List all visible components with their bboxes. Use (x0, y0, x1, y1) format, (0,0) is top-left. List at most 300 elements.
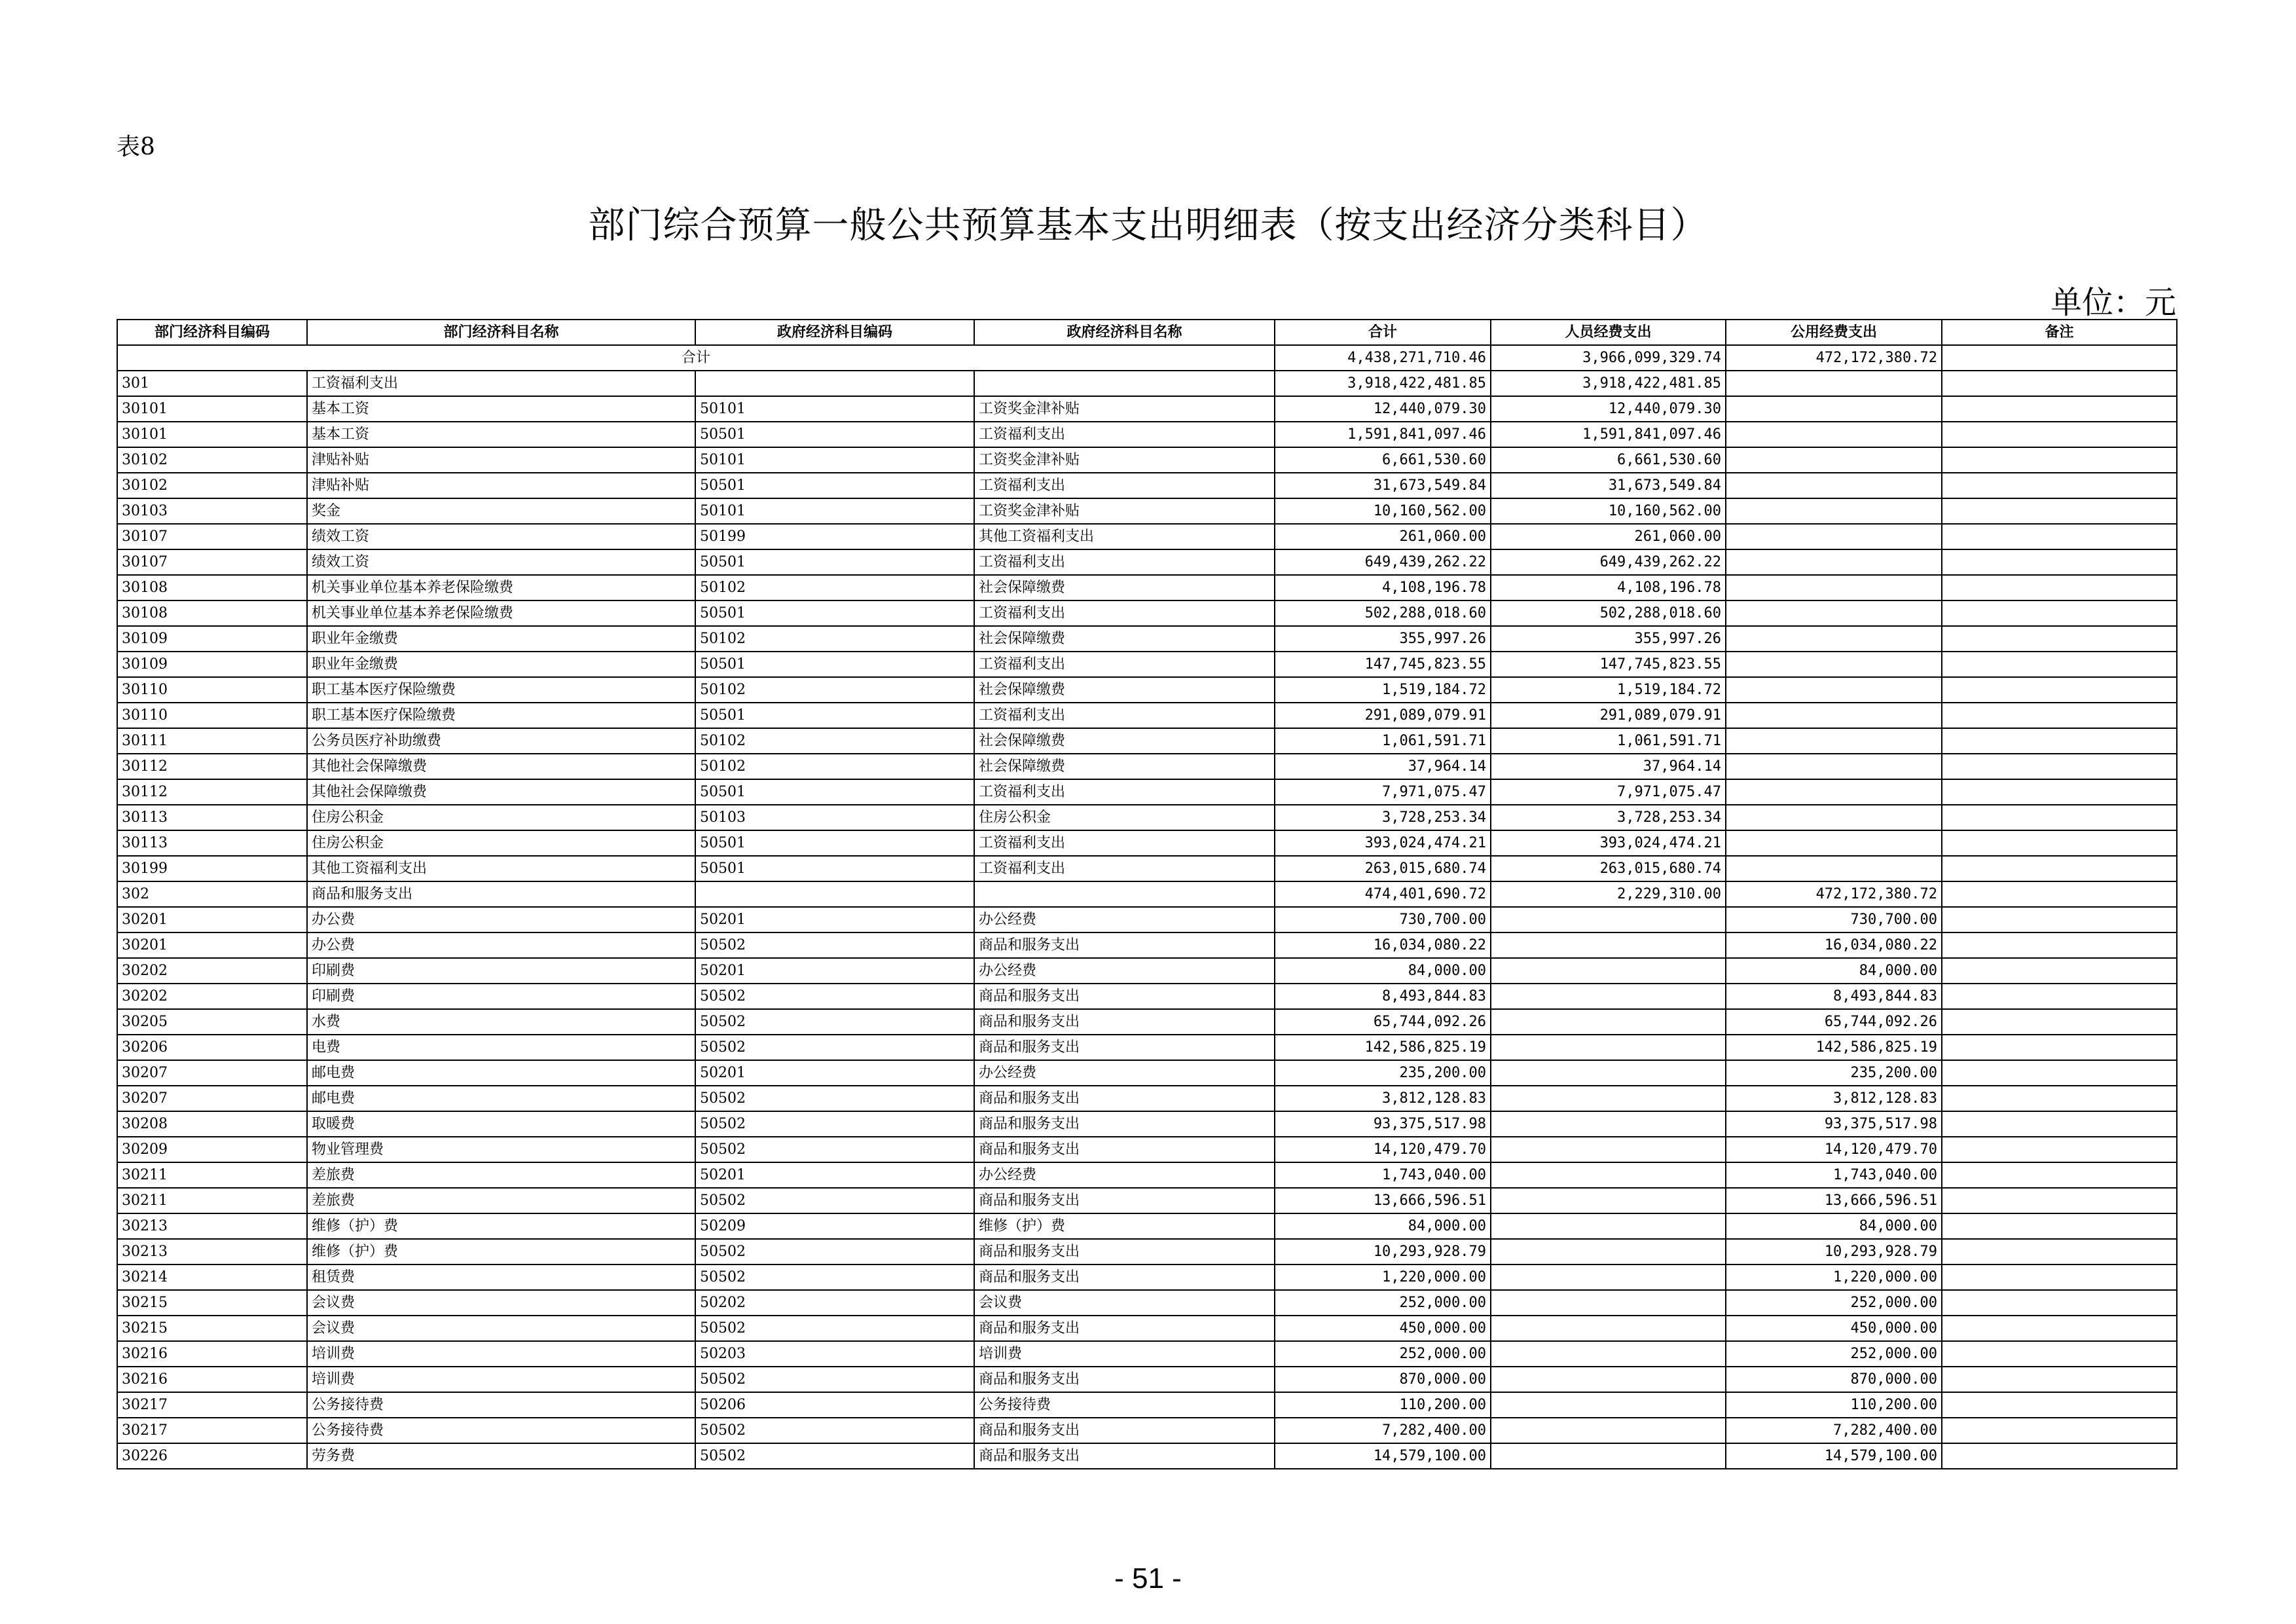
cell-dept-name: 奖金 (307, 498, 695, 524)
cell-public (1726, 473, 1942, 498)
cell-gov-name: 商品和服务支出 (974, 1086, 1275, 1111)
cell-personnel: 2,229,310.00 (1491, 881, 1726, 907)
cell-dept-code: 30109 (117, 626, 307, 652)
cell-public: 14,120,479.70 (1726, 1137, 1942, 1162)
cell-note (1942, 984, 2177, 1009)
table-row (117, 1162, 2177, 1188)
cell-gov-name: 商品和服务支出 (974, 1418, 1275, 1443)
table-row (117, 856, 2177, 881)
cell-dept-name: 职业年金缴费 (307, 626, 695, 652)
cell-gov-code: 50203 (695, 1341, 974, 1367)
cell-dept-name: 邮电费 (307, 1060, 695, 1086)
table-row (117, 1290, 2177, 1316)
cell-public: 730,700.00 (1726, 907, 1942, 932)
cell-dept-name: 取暖费 (307, 1111, 695, 1137)
cell-dept-code: 30213 (117, 1239, 307, 1264)
cell-public (1726, 422, 1942, 447)
cell-total: 12,440,079.30 (1275, 396, 1491, 422)
table-row (117, 652, 2177, 677)
cell-dept-name: 维修（护）费 (307, 1213, 695, 1239)
cell-personnel (1491, 1213, 1726, 1239)
cell-gov-code: 50102 (695, 626, 974, 652)
page-title: 部门综合预算一般公共预算基本支出明细表（按支出经济分类科目） (588, 204, 1708, 247)
cell-dept-code: 30103 (117, 498, 307, 524)
cell-gov-code: 50501 (695, 830, 974, 856)
cell-dept-name: 其他社会保障缴费 (307, 754, 695, 779)
cell-personnel (1491, 1341, 1726, 1367)
cell-note (1942, 600, 2177, 626)
cell-gov-code: 50501 (695, 652, 974, 677)
cell-dept-code: 30199 (117, 856, 307, 881)
cell-personnel (1491, 984, 1726, 1009)
cell-note (1942, 932, 2177, 958)
table-row (117, 805, 2177, 830)
table-row (117, 600, 2177, 626)
cell-gov-name: 其他工资福利支出 (974, 524, 1275, 549)
cell-public (1726, 779, 1942, 805)
cell-note (1942, 830, 2177, 856)
cell-personnel: 261,060.00 (1491, 524, 1726, 549)
cell-dept-code: 30211 (117, 1188, 307, 1213)
table-row (117, 1111, 2177, 1137)
cell-total: 252,000.00 (1275, 1290, 1491, 1316)
cell-note (1942, 1290, 2177, 1316)
table-row (117, 1086, 2177, 1111)
cell-public: 14,579,100.00 (1726, 1443, 1942, 1469)
total-note (1942, 345, 2177, 371)
cell-total: 649,439,262.22 (1275, 549, 1491, 575)
cell-dept-name: 水费 (307, 1009, 695, 1035)
table-row (117, 830, 2177, 856)
cell-gov-code: 50502 (695, 984, 974, 1009)
cell-public: 84,000.00 (1726, 958, 1942, 984)
cell-gov-code: 50502 (695, 1035, 974, 1060)
cell-dept-name: 职工基本医疗保险缴费 (307, 703, 695, 728)
cell-gov-code: 50101 (695, 447, 974, 473)
cell-gov-name: 商品和服务支出 (974, 1188, 1275, 1213)
cell-total: 110,200.00 (1275, 1392, 1491, 1418)
cell-total: 261,060.00 (1275, 524, 1491, 549)
header-gov-code: 政府经济科目编码 (695, 320, 974, 345)
cell-dept-name: 绩效工资 (307, 549, 695, 575)
cell-public: 13,666,596.51 (1726, 1188, 1942, 1213)
table-row (117, 1316, 2177, 1341)
cell-gov-name: 工资福利支出 (974, 473, 1275, 498)
cell-personnel (1491, 1316, 1726, 1341)
cell-gov-code: 50201 (695, 958, 974, 984)
cell-dept-code: 30202 (117, 958, 307, 984)
cell-gov-code: 50201 (695, 1162, 974, 1188)
cell-note (1942, 396, 2177, 422)
cell-personnel (1491, 1188, 1726, 1213)
cell-dept-code: 30213 (117, 1213, 307, 1239)
cell-total: 84,000.00 (1275, 1213, 1491, 1239)
cell-public: 3,812,128.83 (1726, 1086, 1942, 1111)
cell-dept-name: 基本工资 (307, 422, 695, 447)
cell-gov-name: 工资福利支出 (974, 652, 1275, 677)
cell-total: 1,591,841,097.46 (1275, 422, 1491, 447)
cell-total: 393,024,474.21 (1275, 830, 1491, 856)
header-row (117, 320, 2177, 345)
cell-gov-code (695, 371, 974, 396)
cell-public: 252,000.00 (1726, 1290, 1942, 1316)
cell-total: 37,964.14 (1275, 754, 1491, 779)
cell-gov-name: 社会保障缴费 (974, 575, 1275, 600)
cell-gov-name: 商品和服务支出 (974, 932, 1275, 958)
cell-gov-code: 50501 (695, 600, 974, 626)
cell-gov-name: 住房公积金 (974, 805, 1275, 830)
cell-gov-name: 工资奖金津补贴 (974, 447, 1275, 473)
cell-personnel (1491, 1137, 1726, 1162)
cell-gov-name: 商品和服务支出 (974, 984, 1275, 1009)
cell-dept-code: 30226 (117, 1443, 307, 1469)
cell-public (1726, 805, 1942, 830)
cell-note (1942, 907, 2177, 932)
cell-gov-name: 工资奖金津补贴 (974, 396, 1275, 422)
cell-public: 142,586,825.19 (1726, 1035, 1942, 1060)
cell-dept-code: 30216 (117, 1341, 307, 1367)
cell-total: 1,743,040.00 (1275, 1162, 1491, 1188)
cell-dept-name: 邮电费 (307, 1086, 695, 1111)
table-row (117, 677, 2177, 703)
table-row (117, 1341, 2177, 1367)
cell-personnel (1491, 958, 1726, 984)
cell-personnel: 4,108,196.78 (1491, 575, 1726, 600)
cell-personnel (1491, 1162, 1726, 1188)
cell-gov-code: 50502 (695, 1316, 974, 1341)
cell-dept-code: 30107 (117, 524, 307, 549)
cell-dept-code: 30111 (117, 728, 307, 754)
cell-dept-name: 公务接待费 (307, 1392, 695, 1418)
cell-gov-name: 商品和服务支出 (974, 1443, 1275, 1469)
cell-gov-code: 50501 (695, 473, 974, 498)
cell-note (1942, 1162, 2177, 1188)
cell-gov-name: 维修（护）费 (974, 1213, 1275, 1239)
cell-gov-name: 工资福利支出 (974, 422, 1275, 447)
cell-dept-code: 30107 (117, 549, 307, 575)
cell-gov-name: 工资奖金津补贴 (974, 498, 1275, 524)
cell-personnel (1491, 932, 1726, 958)
cell-note (1942, 1443, 2177, 1469)
cell-note (1942, 422, 2177, 447)
cell-dept-name: 差旅费 (307, 1188, 695, 1213)
cell-public (1726, 498, 1942, 524)
cell-dept-name: 公务接待费 (307, 1418, 695, 1443)
cell-total: 84,000.00 (1275, 958, 1491, 984)
cell-dept-code: 30209 (117, 1137, 307, 1162)
cell-total: 14,120,479.70 (1275, 1137, 1491, 1162)
table-row (117, 932, 2177, 958)
table-row (117, 422, 2177, 447)
cell-dept-name: 津贴补贴 (307, 447, 695, 473)
cell-dept-name: 津贴补贴 (307, 473, 695, 498)
cell-public (1726, 830, 1942, 856)
cell-dept-name: 租赁费 (307, 1264, 695, 1290)
cell-gov-name: 办公经费 (974, 1162, 1275, 1188)
cell-public: 472,172,380.72 (1726, 881, 1942, 907)
cell-public: 7,282,400.00 (1726, 1418, 1942, 1443)
cell-dept-name: 办公费 (307, 932, 695, 958)
cell-note (1942, 1316, 2177, 1341)
cell-total: 1,061,591.71 (1275, 728, 1491, 754)
cell-note (1942, 856, 2177, 881)
cell-note (1942, 549, 2177, 575)
cell-personnel: 502,288,018.60 (1491, 600, 1726, 626)
table-body (117, 345, 2177, 1469)
table-row (117, 1213, 2177, 1239)
cell-dept-name: 维修（护）费 (307, 1239, 695, 1264)
table-row (117, 575, 2177, 600)
cell-dept-code: 30108 (117, 575, 307, 600)
cell-public (1726, 447, 1942, 473)
cell-gov-name: 工资福利支出 (974, 703, 1275, 728)
cell-dept-name: 会议费 (307, 1316, 695, 1341)
cell-note (1942, 779, 2177, 805)
cell-personnel (1491, 1086, 1726, 1111)
cell-dept-name: 住房公积金 (307, 830, 695, 856)
cell-personnel: 649,439,262.22 (1491, 549, 1726, 575)
cell-personnel: 10,160,562.00 (1491, 498, 1726, 524)
cell-gov-code: 50502 (695, 1264, 974, 1290)
cell-public (1726, 677, 1942, 703)
cell-gov-code: 50101 (695, 396, 974, 422)
cell-gov-code: 50201 (695, 907, 974, 932)
cell-gov-name: 工资福利支出 (974, 549, 1275, 575)
cell-public (1726, 396, 1942, 422)
cell-personnel: 393,024,474.21 (1491, 830, 1726, 856)
cell-dept-code: 30217 (117, 1392, 307, 1418)
cell-dept-name: 住房公积金 (307, 805, 695, 830)
cell-gov-code: 50502 (695, 1239, 974, 1264)
cell-dept-code: 30109 (117, 652, 307, 677)
cell-note (1942, 728, 2177, 754)
cell-gov-name: 商品和服务支出 (974, 1035, 1275, 1060)
cell-note (1942, 1086, 2177, 1111)
cell-total: 502,288,018.60 (1275, 600, 1491, 626)
cell-dept-name: 会议费 (307, 1290, 695, 1316)
table-row (117, 984, 2177, 1009)
cell-gov-name: 办公经费 (974, 958, 1275, 984)
cell-dept-name: 办公费 (307, 907, 695, 932)
cell-dept-code: 30102 (117, 473, 307, 498)
table-row (117, 728, 2177, 754)
cell-dept-name: 劳务费 (307, 1443, 695, 1469)
cell-note (1942, 677, 2177, 703)
cell-gov-name: 办公经费 (974, 907, 1275, 932)
cell-total: 3,918,422,481.85 (1275, 371, 1491, 396)
cell-total: 10,293,928.79 (1275, 1239, 1491, 1264)
header-public: 公用经费支出 (1726, 320, 1942, 345)
cell-gov-code: 50102 (695, 728, 974, 754)
cell-dept-name: 机关事业单位基本养老保险缴费 (307, 600, 695, 626)
cell-note (1942, 1111, 2177, 1137)
cell-total: 16,034,080.22 (1275, 932, 1491, 958)
cell-total: 65,744,092.26 (1275, 1009, 1491, 1035)
cell-personnel (1491, 1035, 1726, 1060)
cell-note (1942, 1035, 2177, 1060)
cell-gov-code: 50209 (695, 1213, 974, 1239)
cell-total: 730,700.00 (1275, 907, 1491, 932)
table-row (117, 498, 2177, 524)
cell-dept-name: 培训费 (307, 1367, 695, 1392)
cell-gov-code: 50199 (695, 524, 974, 549)
cell-gov-name: 工资福利支出 (974, 600, 1275, 626)
cell-public: 1,743,040.00 (1726, 1162, 1942, 1188)
cell-gov-name: 社会保障缴费 (974, 677, 1275, 703)
cell-dept-code: 30202 (117, 984, 307, 1009)
cell-total: 474,401,690.72 (1275, 881, 1491, 907)
cell-note (1942, 371, 2177, 396)
table-row (117, 524, 2177, 549)
cell-personnel (1491, 907, 1726, 932)
cell-personnel: 7,971,075.47 (1491, 779, 1726, 805)
cell-gov-name: 工资福利支出 (974, 779, 1275, 805)
cell-personnel: 147,745,823.55 (1491, 652, 1726, 677)
table-row (117, 1443, 2177, 1469)
cell-total: 235,200.00 (1275, 1060, 1491, 1086)
cell-public (1726, 652, 1942, 677)
cell-gov-code: 50502 (695, 932, 974, 958)
cell-dept-code: 30112 (117, 779, 307, 805)
cell-dept-code: 301 (117, 371, 307, 396)
table-row (117, 396, 2177, 422)
cell-total: 263,015,680.74 (1275, 856, 1491, 881)
page-number: - 51 - (1114, 1562, 1182, 1595)
cell-note (1942, 498, 2177, 524)
cell-total: 7,282,400.00 (1275, 1418, 1491, 1443)
cell-public: 252,000.00 (1726, 1341, 1942, 1367)
cell-public: 65,744,092.26 (1726, 1009, 1942, 1035)
cell-public: 10,293,928.79 (1726, 1239, 1942, 1264)
table-row (117, 549, 2177, 575)
cell-dept-code: 30206 (117, 1035, 307, 1060)
table-row (117, 703, 2177, 728)
cell-gov-name: 商品和服务支出 (974, 1009, 1275, 1035)
cell-gov-name: 公务接待费 (974, 1392, 1275, 1418)
cell-total: 7,971,075.47 (1275, 779, 1491, 805)
cell-dept-name: 商品和服务支出 (307, 881, 695, 907)
cell-gov-name: 商品和服务支出 (974, 1316, 1275, 1341)
cell-total: 1,519,184.72 (1275, 677, 1491, 703)
cell-public: 450,000.00 (1726, 1316, 1942, 1341)
cell-gov-name: 商品和服务支出 (974, 1137, 1275, 1162)
cell-public (1726, 549, 1942, 575)
cell-public: 8,493,844.83 (1726, 984, 1942, 1009)
header-dept-name: 部门经济科目名称 (307, 320, 695, 345)
cell-gov-name (974, 881, 1275, 907)
cell-public (1726, 754, 1942, 779)
table-row (117, 907, 2177, 932)
cell-personnel: 31,673,549.84 (1491, 473, 1726, 498)
cell-gov-code (695, 881, 974, 907)
cell-personnel (1491, 1290, 1726, 1316)
cell-gov-name: 商品和服务支出 (974, 1111, 1275, 1137)
cell-total: 450,000.00 (1275, 1316, 1491, 1341)
cell-personnel (1491, 1418, 1726, 1443)
cell-gov-name: 商品和服务支出 (974, 1239, 1275, 1264)
cell-gov-code: 50102 (695, 575, 974, 600)
cell-gov-name: 会议费 (974, 1290, 1275, 1316)
cell-total: 10,160,562.00 (1275, 498, 1491, 524)
table-row (117, 958, 2177, 984)
header-total: 合计 (1275, 320, 1491, 345)
cell-gov-code: 50201 (695, 1060, 974, 1086)
cell-personnel (1491, 1060, 1726, 1086)
header-personnel: 人员经费支出 (1491, 320, 1726, 345)
cell-dept-name: 机关事业单位基本养老保险缴费 (307, 575, 695, 600)
table-row (117, 1367, 2177, 1392)
cell-personnel: 1,591,841,097.46 (1491, 422, 1726, 447)
cell-dept-code: 30110 (117, 703, 307, 728)
total-label: 合计 (117, 345, 1275, 371)
cell-note (1942, 1188, 2177, 1213)
cell-gov-code: 50501 (695, 422, 974, 447)
cell-note (1942, 1239, 2177, 1264)
cell-dept-name: 其他工资福利支出 (307, 856, 695, 881)
cell-note (1942, 1341, 2177, 1367)
cell-gov-name: 工资福利支出 (974, 856, 1275, 881)
table-row (117, 473, 2177, 498)
table-row (117, 447, 2177, 473)
cell-gov-code: 50102 (695, 754, 974, 779)
cell-personnel (1491, 1392, 1726, 1418)
table-row (117, 1060, 2177, 1086)
table-row (117, 1009, 2177, 1035)
cell-note (1942, 881, 2177, 907)
cell-dept-code: 30207 (117, 1086, 307, 1111)
cell-total: 4,108,196.78 (1275, 575, 1491, 600)
cell-public: 235,200.00 (1726, 1060, 1942, 1086)
table-row (117, 779, 2177, 805)
cell-gov-code: 50202 (695, 1290, 974, 1316)
cell-gov-name: 商品和服务支出 (974, 1367, 1275, 1392)
cell-dept-name: 印刷费 (307, 984, 695, 1009)
table-row (117, 881, 2177, 907)
cell-gov-code: 50103 (695, 805, 974, 830)
cell-public: 93,375,517.98 (1726, 1111, 1942, 1137)
cell-total: 8,493,844.83 (1275, 984, 1491, 1009)
cell-public (1726, 626, 1942, 652)
cell-note (1942, 524, 2177, 549)
cell-note (1942, 1418, 2177, 1443)
cell-dept-code: 30113 (117, 830, 307, 856)
cell-personnel (1491, 1239, 1726, 1264)
total-amount: 4,438,271,710.46 (1275, 345, 1491, 371)
cell-gov-code: 50501 (695, 549, 974, 575)
cell-total: 291,089,079.91 (1275, 703, 1491, 728)
cell-dept-name: 培训费 (307, 1341, 695, 1367)
cell-gov-name: 办公经费 (974, 1060, 1275, 1086)
cell-note (1942, 1060, 2177, 1086)
cell-personnel: 3,728,253.34 (1491, 805, 1726, 830)
cell-public: 1,220,000.00 (1726, 1264, 1942, 1290)
cell-gov-code: 50102 (695, 677, 974, 703)
cell-note (1942, 754, 2177, 779)
cell-total: 252,000.00 (1275, 1341, 1491, 1367)
cell-personnel (1491, 1367, 1726, 1392)
cell-total: 142,586,825.19 (1275, 1035, 1491, 1060)
cell-note (1942, 626, 2177, 652)
cell-dept-code: 30102 (117, 447, 307, 473)
cell-dept-name: 绩效工资 (307, 524, 695, 549)
cell-personnel: 37,964.14 (1491, 754, 1726, 779)
cell-gov-code: 50502 (695, 1137, 974, 1162)
total-public: 472,172,380.72 (1726, 345, 1942, 371)
cell-public (1726, 575, 1942, 600)
total-row (117, 345, 2177, 371)
cell-personnel: 355,997.26 (1491, 626, 1726, 652)
cell-dept-code: 30101 (117, 422, 307, 447)
